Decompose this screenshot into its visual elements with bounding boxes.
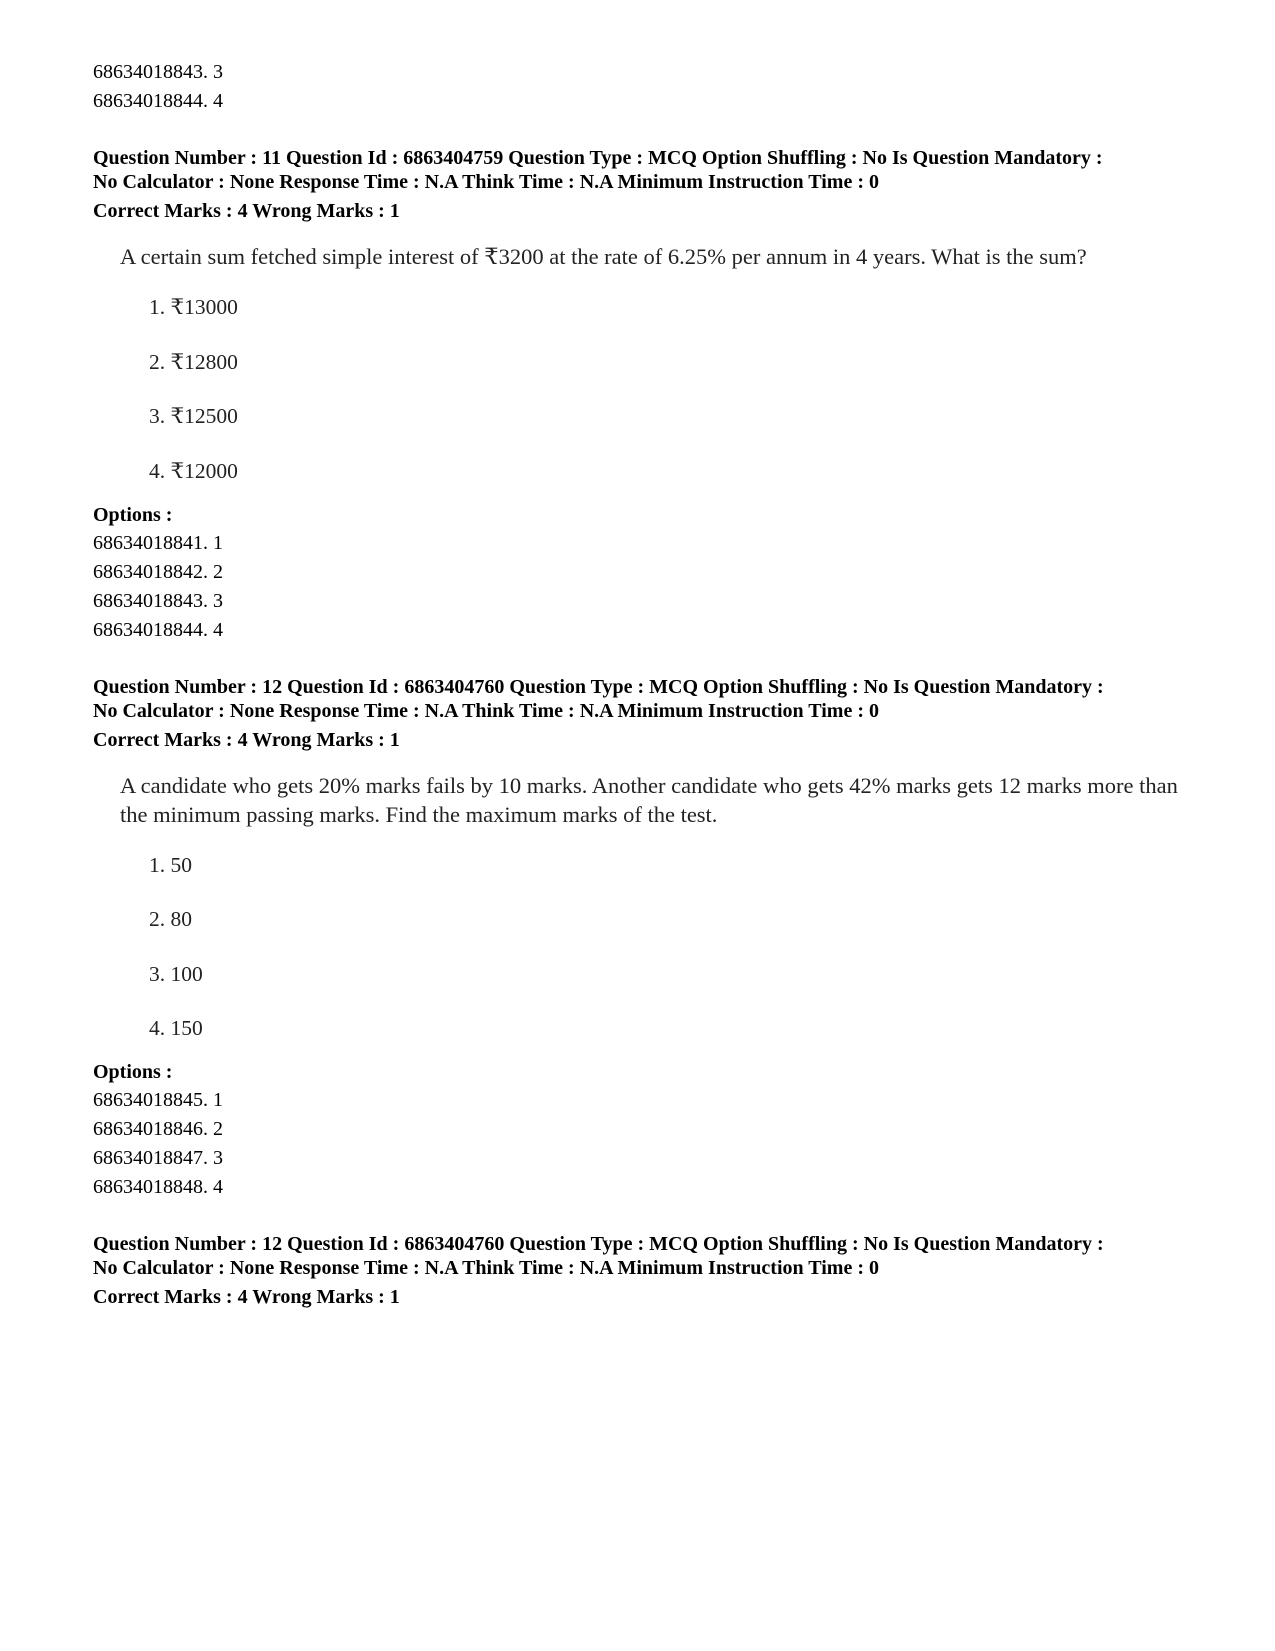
question-text: A certain sum fetched simple interest of ₹3200 at the rate of 6.25% per annum in 4 years. What is the sum? — [120, 244, 1087, 269]
question-block-12-repeat — [93, 1232, 1213, 1312]
option-row: 68634018845. 1 — [93, 1089, 223, 1111]
option-row: 68634018843. 3 — [93, 61, 223, 83]
answer-choices — [149, 853, 1213, 1059]
document-page — [93, 58, 1213, 1312]
question-marks: Correct Marks : 4 Wrong Marks : 1 — [93, 728, 400, 751]
question-text: A candidate who gets 20% marks fails by 10 marks. Another candidate who gets 42% marks gets 12 marks more than the minimum passing marks. Find the maximum marks of the test. — [120, 772, 1178, 827]
answer-choice: 1. ₹13000 — [149, 295, 238, 319]
question-header-line2: No Calculator : None Response Time : N.A Think Time : N.A Minimum Instruction Time : 0 — [93, 699, 879, 722]
question-marks: Correct Marks : 4 Wrong Marks : 1 — [93, 1286, 400, 1308]
question-header-line1: Question Number : 12 Question Id : 6863404760 Question Type : MCQ Option Shuffling : No Is Question Mandatory : — [93, 675, 1104, 698]
carryover-options — [93, 58, 1213, 116]
question-header-line2: No Calculator : None Response Time : N.A Think Time : N.A Minimum Instruction Time : 0 — [93, 171, 879, 193]
question-header-line1: Question Number : 12 Question Id : 6863404760 Question Type : MCQ Option Shuffling : No Is Question Mandatory : — [93, 1233, 1104, 1255]
options-label: Options : — [93, 503, 173, 526]
option-row: 68634018843. 3 — [93, 589, 223, 612]
option-row: 68634018842. 2 — [93, 560, 223, 583]
option-row: 68634018841. 1 — [93, 531, 223, 554]
option-row: 68634018846. 2 — [93, 1118, 223, 1140]
option-row: 68634018847. 3 — [93, 1147, 223, 1169]
question-header-line1: Question Number : 11 Question Id : 6863404759 Question Type : MCQ Option Shuffling : No Is Question Mandatory : — [93, 147, 1103, 169]
answer-choice: 2. ₹12800 — [149, 349, 238, 374]
question-marks: Correct Marks : 4 Wrong Marks : 1 — [93, 200, 400, 222]
options-label: Options : — [93, 1061, 173, 1083]
answer-choices — [149, 295, 1213, 501]
answer-choice: 3. ₹12500 — [149, 404, 238, 428]
option-row: 68634018844. 4 — [93, 90, 223, 112]
answer-choice: 2. 80 — [149, 907, 192, 931]
answer-choice: 4. ₹12000 — [149, 458, 238, 483]
answer-choice: 3. 100 — [149, 961, 203, 986]
answer-choice: 4. 150 — [149, 1016, 203, 1040]
option-row: 68634018848. 4 — [93, 1176, 223, 1198]
option-row: 68634018844. 4 — [93, 618, 223, 641]
question-block-11 — [93, 146, 1213, 645]
question-block-12 — [93, 675, 1213, 1203]
question-header-line2: No Calculator : None Response Time : N.A Think Time : N.A Minimum Instruction Time : 0 — [93, 1257, 879, 1279]
answer-choice: 1. 50 — [149, 852, 192, 877]
